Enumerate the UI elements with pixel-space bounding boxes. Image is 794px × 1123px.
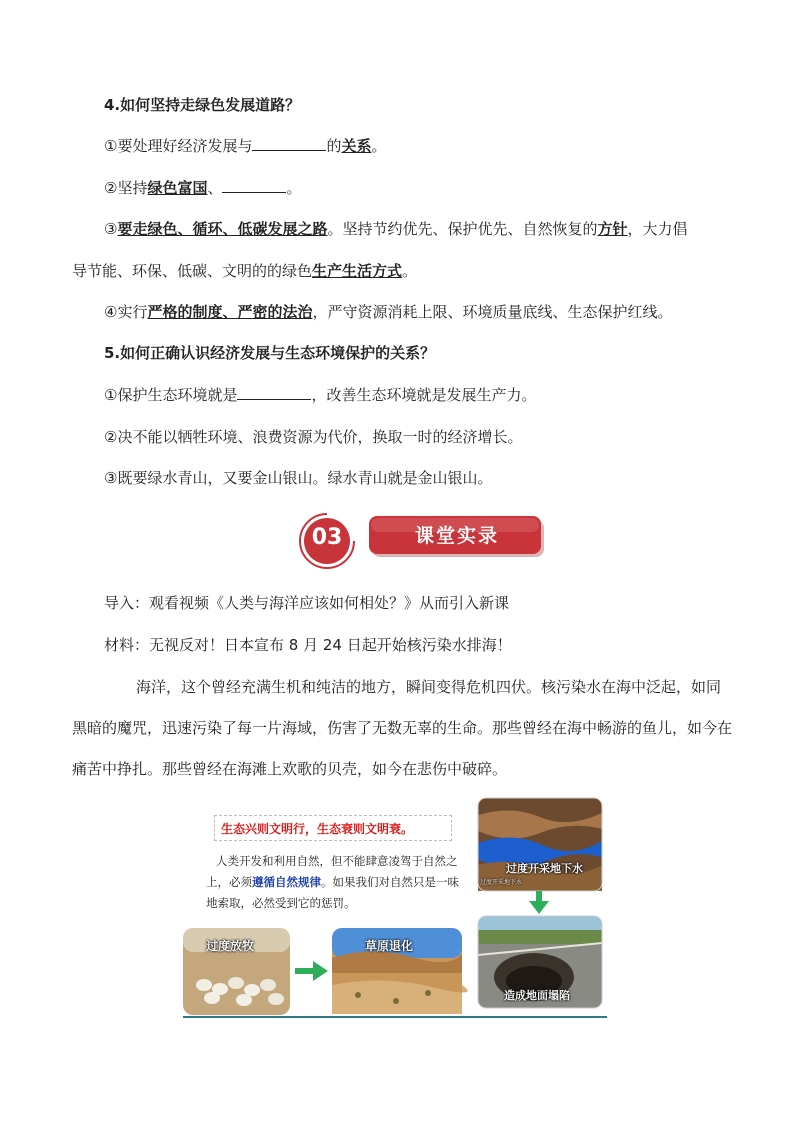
figure-quote-text-end: 。如果我们对自然只是一味地索取，必然受到它的惩罚。 bbox=[206, 875, 459, 910]
q4-line-2-text: ②坚持 bbox=[104, 179, 148, 197]
q4-line-2 bbox=[104, 177, 302, 199]
q4-line-5-key: 严格的制度、严密的法治 bbox=[147, 303, 313, 321]
q5-line-1-end: ，改善生态环境就是发展生产力。 bbox=[311, 386, 537, 404]
q4-line-1-mid: 的 bbox=[326, 137, 342, 155]
section-title: 课堂实录 bbox=[414, 525, 499, 547]
q4-line-3-num: ③ bbox=[104, 220, 118, 238]
q4-line-3 bbox=[104, 218, 688, 240]
q4-line-1-end: 。 bbox=[371, 137, 387, 155]
figure-quote-highlight: 遵循自然规律 bbox=[252, 875, 321, 889]
q4-line-2-key: 绿色富国 bbox=[147, 179, 208, 197]
q4-line-5 bbox=[104, 301, 672, 323]
figure-quote-body bbox=[206, 851, 461, 914]
q4-line-1-text: ①要处理好经济发展与 bbox=[104, 137, 253, 155]
figure-quote-text: 人类开发和利用自然，但不能肆意凌驾于自然之上，必须 bbox=[206, 854, 458, 889]
figure-bottom-rule bbox=[183, 1016, 607, 1018]
q4-line-1 bbox=[104, 135, 387, 157]
q4-line-4 bbox=[72, 260, 417, 282]
q4-line-5-text: ④实行 bbox=[104, 303, 148, 321]
q4-line-5-end: ，严守资源消耗上限、环境质量底线、生态保护红线。 bbox=[312, 303, 673, 321]
q4-line-2-end: 。 bbox=[286, 179, 302, 197]
q5-line-3: ③既要绿水青山，又要金山银山。绿水青山就是金山银山。 bbox=[104, 469, 493, 487]
body-paragraph: 海洋，这个曾经充满生机和纯洁的地方，瞬间变得危机四伏。核污染水在海中泛起，如同黑暗的魔咒，迅速污染了每一片海域，伤害了无数无辜的生命。那些曾经在海中畅游的鱼儿，如今在痛苦中挣扎。那些曾经在海滩上欢歌的贝壳，如今在悲伤中破碎。 bbox=[72, 678, 733, 778]
material-line: 材料：无视反对！日本宣布 8 月 24 日起开始核污染水排海！ bbox=[104, 636, 512, 654]
q5-line-2: ②决不能以牺牲环境、浪费资源为代价，换取一时的经济增长。 bbox=[104, 428, 523, 446]
q4-line-1-key: 关系 bbox=[341, 137, 372, 155]
figure-quote-title: 生态兴则文明行，生态衰则文明衰。 bbox=[214, 815, 452, 841]
intro-line: 导入：观看视频《人类与海洋应该如何相处？》从而引入新课 bbox=[104, 594, 510, 612]
label-overgrazing: 过度放牧 bbox=[206, 939, 255, 953]
section-number: 03 bbox=[311, 525, 343, 550]
q4-line-4-key: 生产生活方式 bbox=[312, 262, 403, 280]
q4-line-3-key-2: 方针 bbox=[597, 220, 628, 238]
q4-line-3-end: ，大力倡 bbox=[627, 220, 688, 238]
q4-line-3-key: 要走绿色、循环、低碳发展之路 bbox=[117, 220, 328, 238]
q5-line-1-text: ①保护生态环境就是 bbox=[104, 386, 238, 404]
label-groundwater: 过度开采地下水 bbox=[506, 862, 583, 875]
label-grassland-degradation: 草原退化 bbox=[365, 939, 414, 953]
answer-blank bbox=[237, 385, 311, 400]
label-ground-collapse: 造成地面塌陷 bbox=[504, 989, 570, 1002]
q4-line-4-text: 导节能、环保、低碳、文明的的绿色 bbox=[72, 262, 313, 280]
q4-line-3-text: 。坚持节约优先、保护优先、自然恢复的 bbox=[327, 220, 598, 238]
q4-title: 4.如何坚持走绿色发展道路？ bbox=[104, 96, 301, 114]
answer-blank bbox=[252, 136, 326, 151]
q5-line-1 bbox=[104, 384, 536, 406]
q5-title: 5.如何正确认识经济发展与生态环境保护的关系？ bbox=[104, 344, 436, 362]
answer-blank bbox=[222, 178, 286, 193]
q4-line-2-mid: 、 bbox=[207, 179, 223, 197]
q4-line-4-end: 。 bbox=[402, 262, 418, 280]
label-groundwater-small: 过度开采地下水 bbox=[480, 879, 523, 886]
